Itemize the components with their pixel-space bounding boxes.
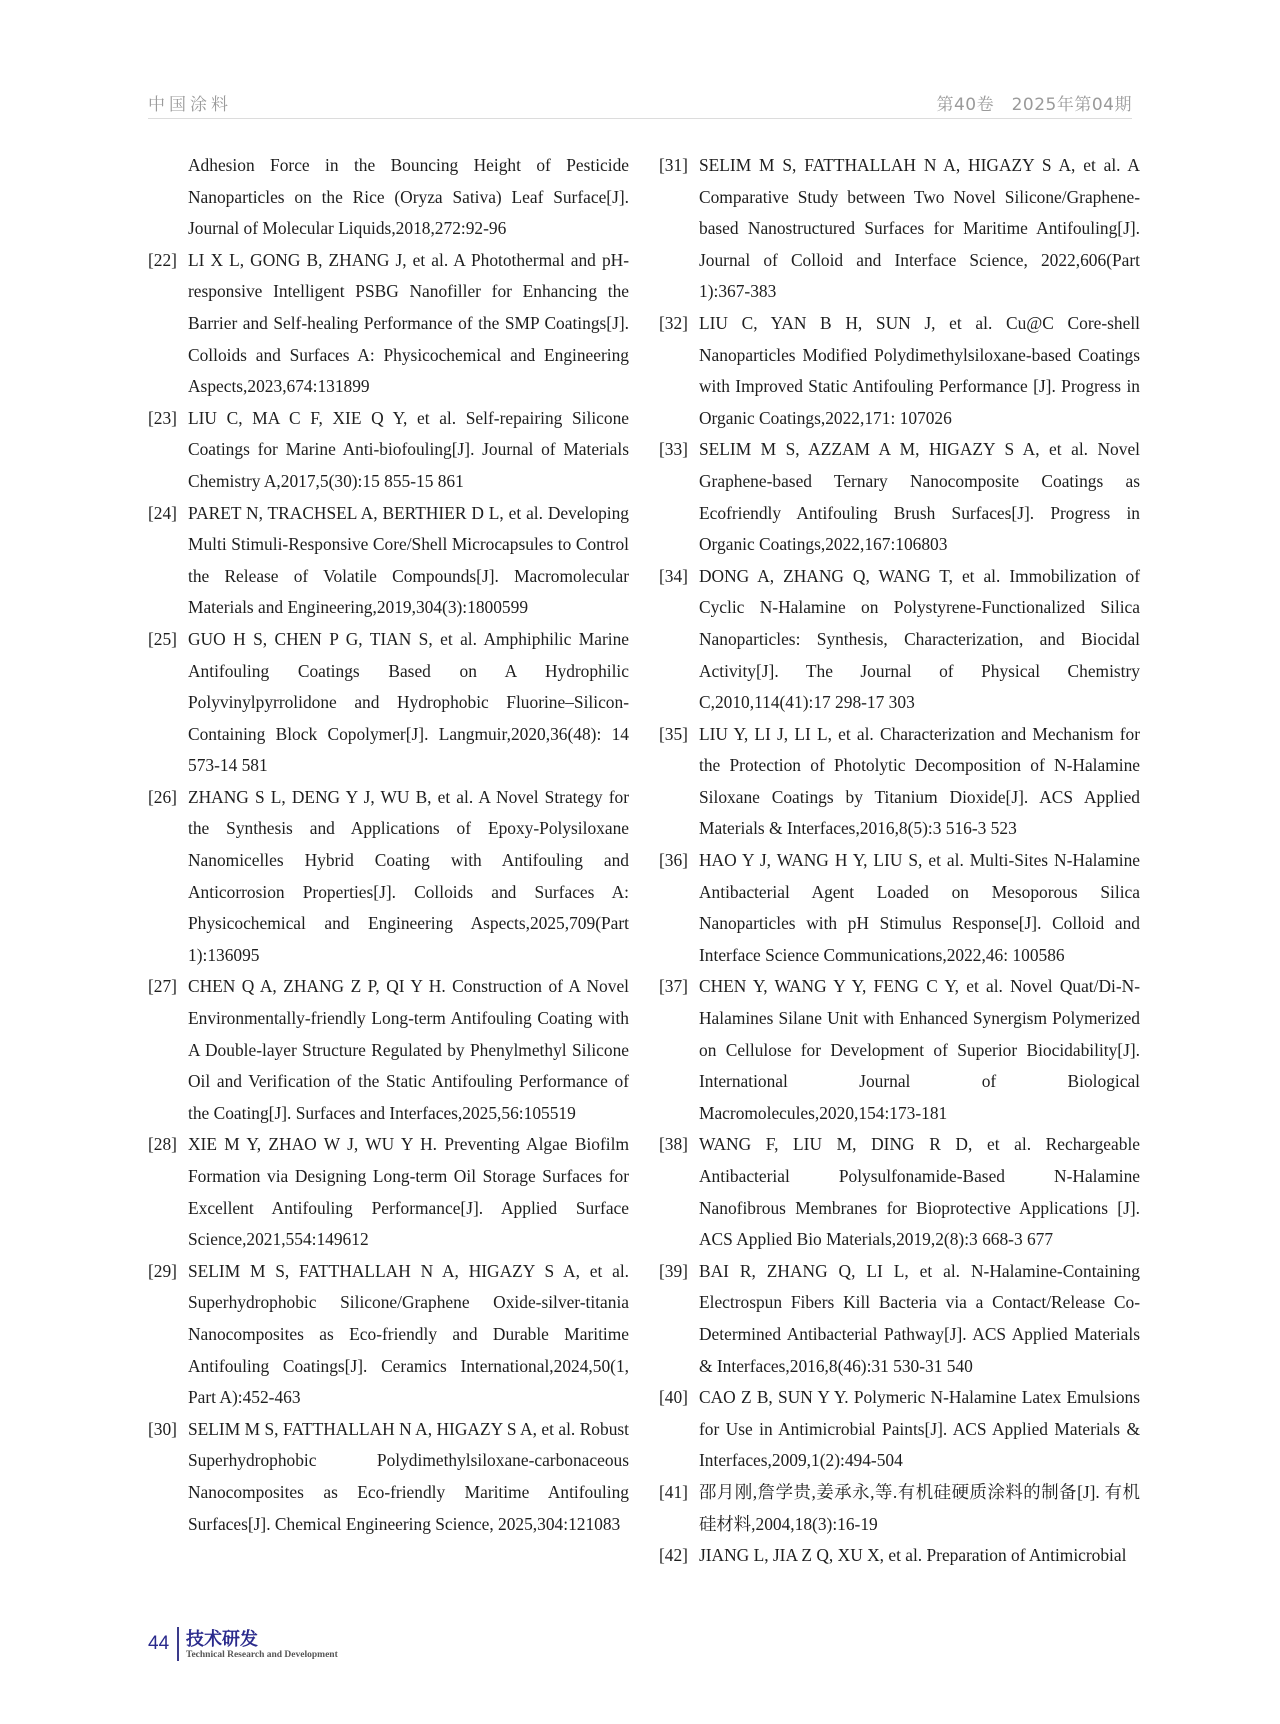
- reference-number: [24]: [148, 502, 177, 523]
- reference-text: LI X L, GONG B, ZHANG J, et al. A Photothermal and pH-responsive Intelligent PSBG Nanofiller for Enhancing the Barrier and Self-healing Performance of the SMP Coatings[J]. Colloids and Surfaces A: Physicochemical and Engineering Aspects,2023,674:131899: [188, 249, 629, 397]
- reference-number: [35]: [659, 723, 688, 744]
- running-header: [148, 88, 1132, 119]
- reference-item: [659, 1256, 1140, 1382]
- reference-item: [148, 245, 629, 403]
- reference-number: [33]: [659, 439, 688, 460]
- reference-item: [659, 561, 1140, 719]
- reference-number: [22]: [148, 249, 177, 270]
- reference-number: [31]: [659, 155, 688, 175]
- reference-text: DONG A, ZHANG Q, WANG T, et al. Immobilization of Cyclic N-Halamine on Polystyrene-Functionalized Silica Nanoparticles: Synthesis, Characterization, and Biocidal Activity[J]. The Journal of Physical Chemistry C,2010,114(41):17 298-17 303: [699, 565, 1140, 713]
- reference-number: [29]: [148, 1260, 177, 1281]
- page-number: 44: [148, 1633, 170, 1654]
- reference-number: [26]: [148, 786, 177, 807]
- reference-item: [659, 719, 1140, 845]
- reference-item: [148, 624, 629, 782]
- reference-text: SELIM M S, FATTHALLAH N A, HIGAZY S A, et al. Superhydrophobic Silicone/Graphene Oxide-silver-titania Nanocomposites as Eco-friendly and Durable Maritime Antifouling Coatings[J]. Ceramics International,2024,50(1, Part A):452-463: [188, 1260, 629, 1408]
- reference-text: CHEN Q A, ZHANG Z P, QI Y H. Construction of A Novel Environmentally-friendly Long-term Antifouling Coating with A Double-layer Structure Regulated by Phenylmethyl Silicone Oil and Verification of the Static Antifouling Performance of the Coating[J]. Surfaces and Interfaces,2025,56:105519: [188, 976, 629, 1123]
- reference-text: LIU Y, LI J, LI L, et al. Characterization and Mechanism for the Protection of Photolytic Decomposition of N-Halamine Siloxane Coatings by Titanium Dioxide[J]. ACS Applied Materials & Interfaces,2016,8(5):3 516-3 523: [699, 723, 1140, 839]
- reference-text: JIANG L, JIA Z Q, XU X, et al. Preparation of Antimicrobial: [699, 1545, 1127, 1566]
- reference-item: [148, 1414, 629, 1540]
- reference-text: SELIM M S, FATTHALLAH N A, HIGAZY S A, et al. A Comparative Study between Two Novel Silicone/Graphene-based Nanostructured Surfaces for Maritime Antifouling[J]. Journal of Colloid and Interface Science, 2022,606(Part 1):367-383: [699, 155, 1140, 302]
- reference-number: [23]: [148, 407, 177, 428]
- reference-item: [148, 1129, 629, 1255]
- reference-item: [148, 782, 629, 972]
- reference-item: [659, 434, 1140, 560]
- reference-text: LIU C, YAN B H, SUN J, et al. Cu@C Core-shell Nanoparticles Modified Polydimethylsiloxane-based Coatings with Improved Static Antifouling Performance [J]. Progress in Organic Coatings,2022,171: 107026: [699, 312, 1140, 428]
- reference-number: [42]: [659, 1545, 688, 1566]
- reference-text: GUO H S, CHEN P G, TIAN S, et al. Amphiphilic Marine Antifouling Coatings Based on A Hydrophilic Polyvinylpyrrolidone and Hydrophobic Fluorine–Silicon-Containing Block Copolymer[J]. Langmuir,2020,36(48): 14 573-14 581: [188, 628, 629, 776]
- reference-item: [148, 498, 629, 624]
- reference-column-left: [148, 150, 629, 1540]
- issue-info: 第40卷 2025年第04期: [936, 95, 1132, 115]
- reference-text: Adhesion Force in the Bouncing Height of Pesticide Nanoparticles on the Rice (Oryza Sativa) Leaf Surface[J]. Journal of Molecular Liquids,2018,272:92-96: [188, 155, 629, 239]
- reference-item: [148, 150, 629, 245]
- reference-item: [659, 1382, 1140, 1477]
- reference-item: [659, 1129, 1140, 1255]
- reference-number: [28]: [148, 1134, 177, 1155]
- reference-number: [38]: [659, 1134, 688, 1155]
- reference-text: ZHANG S L, DENG Y J, WU B, et al. A Novel Strategy for the Synthesis and Applications of Epoxy-Polysiloxane Nanomicelles Hybrid Coating with Antifouling and Anticorrosion Properties[J]. Colloids and Surfaces A: Physicochemical and Engineering Aspects,2025,709(Part 1):136095: [188, 786, 629, 965]
- reference-item: [659, 1540, 1140, 1572]
- reference-text: BAI R, ZHANG Q, LI L, et al. N-Halamine-Containing Electrospun Fibers Kill Bacteria via a Contact/Release Co-Determined Antibacterial Pathway[J]. ACS Applied Materials & Interfaces,2016,8(46):31 530-31 540: [699, 1260, 1140, 1376]
- reference-text: CAO Z B, SUN Y Y. Polymeric N-Halamine Latex Emulsions for Use in Antimicrobial Paints[J]. ACS Applied Materials & Interfaces,2009,1(2):494-504: [699, 1387, 1140, 1471]
- reference-item: [659, 971, 1140, 1129]
- section-title-cn: 技术研发: [186, 1629, 258, 1650]
- reference-text: HAO Y J, WANG H Y, LIU S, et al. Multi-Sites N-Halamine Antibacterial Agent Loaded on Mesoporous Silica Nanoparticles with pH Stimulus Response[J]. Colloid and Interface Science Communications,2022,46: 100586: [699, 850, 1140, 965]
- reference-number: [32]: [659, 312, 688, 333]
- reference-item: [148, 971, 629, 1129]
- reference-number: [41]: [659, 1481, 688, 1502]
- reference-item: [659, 308, 1140, 434]
- reference-item: [148, 403, 629, 498]
- reference-number: [37]: [659, 976, 688, 997]
- reference-item: [659, 150, 1140, 308]
- reference-text: SELIM M S, AZZAM A M, HIGAZY S A, et al. Novel Graphene-based Ternary Nanocomposite Coatings as Ecofriendly Antifouling Brush Surfaces[J]. Progress in Organic Coatings,2022,167:106803: [699, 439, 1140, 555]
- reference-item: [659, 1477, 1140, 1540]
- reference-number: [34]: [659, 565, 688, 586]
- reference-item: [659, 845, 1140, 971]
- reference-text: 邵月刚,詹学贵,姜承永,等.有机硅硬质涂料的制备[J]. 有机硅材料,2004,18(3):16-19: [699, 1481, 1140, 1534]
- reference-text: WANG F, LIU M, DING R D, et al. Rechargeable Antibacterial Polysulfonamide-Based N-Halamine Nanofibrous Membranes for Bioprotective Applications [J]. ACS Applied Bio Materials,2019,2(8):3 668-3 677: [699, 1134, 1140, 1250]
- reference-text: SELIM M S, FATTHALLAH N A, HIGAZY S A, et al. Robust Superhydrophobic Polydimethylsiloxane-carbonaceous Nanocomposites as Eco-friendly Maritime Antifouling Surfaces[J]. Chemical Engineering Science, 2025,304:121083: [188, 1418, 629, 1534]
- journal-name: 中国涂料: [148, 95, 232, 115]
- reference-number: [25]: [148, 628, 177, 649]
- reference-text: CHEN Y, WANG Y Y, FENG C Y, et al. Novel Quat/Di-N-Halamines Silane Unit with Enhanced Synergism Polymerized on Cellulose for Development of Superior Biocidability[J]. International Journal of Biological Macromolecules,2020,154:173-181: [699, 976, 1140, 1123]
- reference-column-right: [659, 150, 1140, 1572]
- reference-number: [39]: [659, 1260, 688, 1281]
- reference-item: [148, 1256, 629, 1414]
- reference-text: PARET N, TRACHSEL A, BERTHIER D L, et al. Developing Multi Stimuli-Responsive Core/Shell Microcapsules to Control the Release of Volatile Compounds[J]. Macromolecular Materials and Engineering,2019,304(3):1800599: [188, 502, 629, 618]
- reference-text: XIE M Y, ZHAO W J, WU Y H. Preventing Algae Biofilm Formation via Designing Long-term Oil Storage Surfaces for Excellent Antifouling Performance[J]. Applied Surface Science,2021,554:149612: [188, 1134, 629, 1250]
- reference-number: [36]: [659, 850, 688, 871]
- reference-text: LIU C, MA C F, XIE Q Y, et al. Self-repairing Silicone Coatings for Marine Anti-biofouling[J]. Journal of Materials Chemistry A,2017,5(30):15 855-15 861: [188, 407, 629, 491]
- footer-divider: [177, 1627, 179, 1661]
- reference-number: [40]: [659, 1387, 688, 1408]
- reference-number: [27]: [148, 976, 177, 997]
- reference-number: [30]: [148, 1418, 177, 1439]
- section-title-en: Technical Research and Development: [186, 1650, 338, 1660]
